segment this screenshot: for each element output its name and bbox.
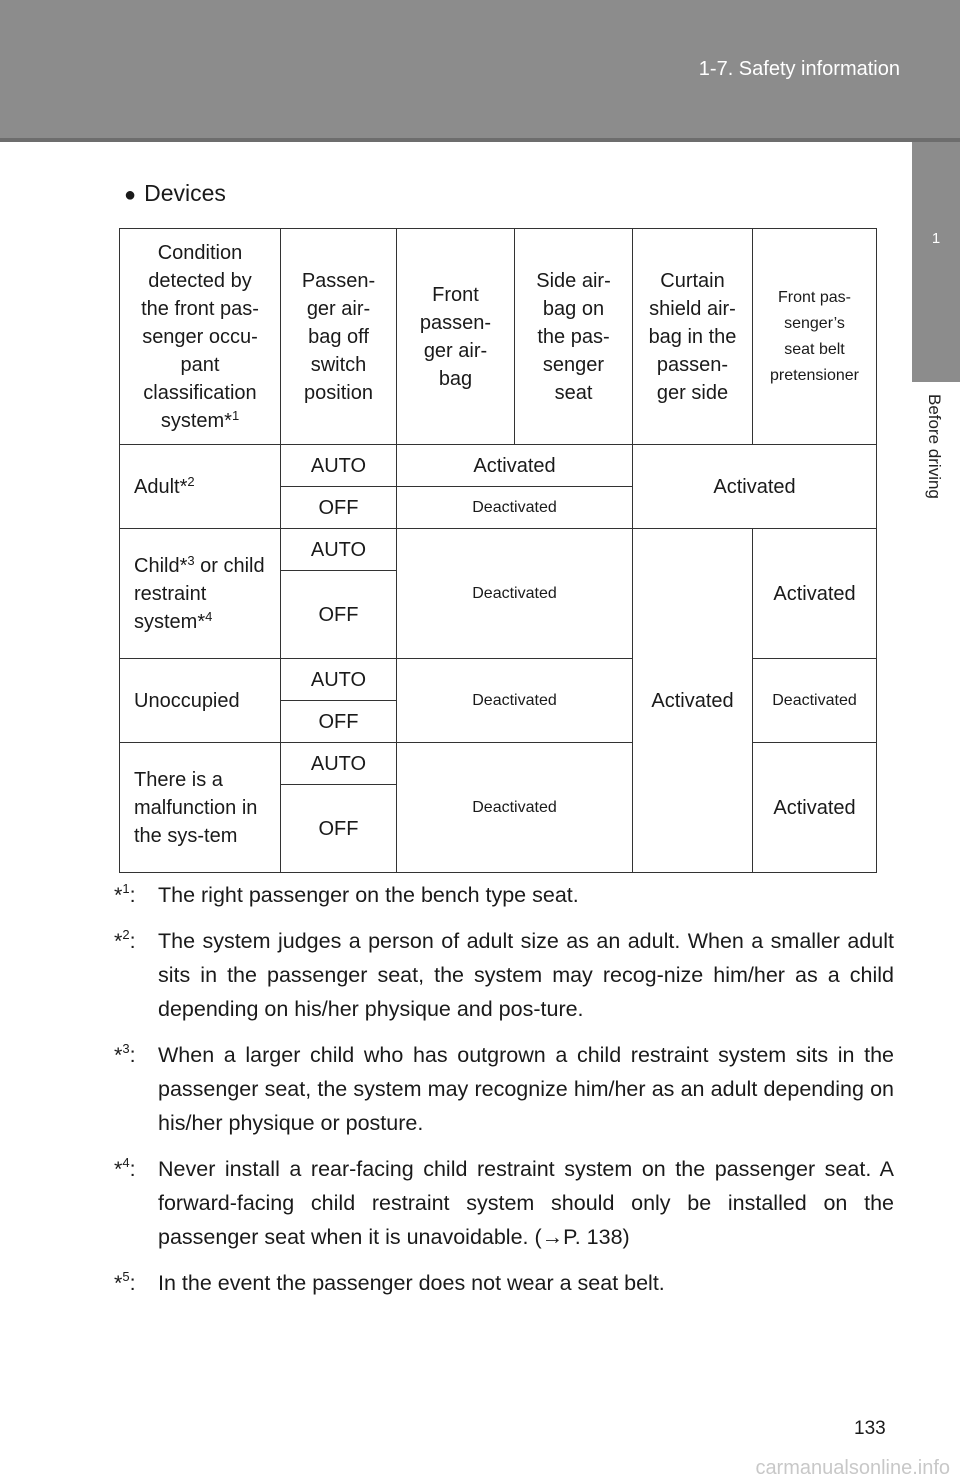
table-row [120, 743, 877, 785]
footnote-5: *$^5$: In the event the passenger does not wear a seat belt. [114, 1269, 665, 1295]
chapter-label: Before driving [925, 394, 944, 499]
devices-table [119, 228, 877, 873]
heading-text: Devices [144, 180, 226, 206]
state-cell: Activated [397, 445, 633, 487]
footnote-3: *$^3$: When a larger child who has outgrown a child restraint system sits in the passenger seat, the system may recognize him/her as an adult depending on his/her physique or posture. [114, 1041, 894, 1135]
table-row [120, 529, 877, 571]
state-cell: Activated [633, 529, 753, 873]
section-heading [124, 180, 226, 207]
table-row [120, 445, 877, 487]
state-cell: Deactivated [753, 659, 877, 743]
table-row [120, 659, 877, 701]
switch-auto: AUTO [281, 743, 397, 785]
footnotes [114, 878, 894, 1312]
header-front-airbag: Front passen- ger air- bag [397, 229, 515, 445]
footnote-4: *$^4$: Never install a rear-facing child restraint system on the passenger seat. A forward-facing child restraint system should only be installed on the passenger seat when it is unavoidable. (→P. 138) [114, 1155, 894, 1249]
state-cell: Deactivated [397, 659, 633, 743]
switch-auto: AUTO [281, 445, 397, 487]
switch-off: OFF [281, 785, 397, 873]
state-cell: Activated [633, 445, 877, 529]
chapter-number: 1 [931, 230, 941, 247]
table-header-row [120, 229, 877, 445]
chapter-tab[interactable] [912, 142, 960, 382]
switch-off: OFF [281, 701, 397, 743]
condition-unoccupied: Unoccupied [120, 659, 281, 743]
state-cell: Deactivated [397, 529, 633, 659]
condition-malfunction: There is a malfunction in the sys-tem [120, 743, 281, 873]
page-number: 133 [854, 1418, 886, 1439]
header-switch-position: Passen- ger air- bag off switch position [281, 229, 397, 445]
state-cell: Deactivated [397, 743, 633, 873]
header-condition: Condition detected by the front pas- senger occu- pant classification system*$^1$ [120, 229, 281, 445]
bullet-icon: ● [124, 184, 137, 206]
footnote-1: *$^1$: The right passenger on the bench type seat. [114, 881, 579, 907]
state-cell: Activated [753, 529, 877, 659]
switch-auto: AUTO [281, 529, 397, 571]
switch-off: OFF [281, 571, 397, 659]
header-side-airbag: Side air- bag on the pas- senger seat [515, 229, 633, 445]
switch-off: OFF [281, 487, 397, 529]
state-cell: Deactivated [397, 487, 633, 529]
state-cell: Activated [753, 743, 877, 873]
switch-auto: AUTO [281, 659, 397, 701]
header-pretensioner: Front pas- senger’s seat belt pretensioner [753, 229, 877, 445]
chapter-label-box [912, 386, 960, 546]
watermark: carmanualsonline.info [755, 1457, 950, 1479]
condition-adult: Adult*$^2$ [120, 445, 281, 529]
footnote-2: *$^2$: The system judges a person of adult size as an adult. When a smaller adult sits in the passenger seat, the system may recog-nize him/her as a child depending on his/her physique and pos-ture. [114, 927, 894, 1021]
header-curtain-airbag: Curtain shield air- bag in the passen- ger side [633, 229, 753, 445]
condition-child: Child*$^3$ or child restraint system*$^4$ [120, 529, 281, 659]
section-title: 1-7. Safety information [698, 58, 900, 80]
header-band [0, 0, 960, 142]
header-divider [0, 138, 960, 142]
